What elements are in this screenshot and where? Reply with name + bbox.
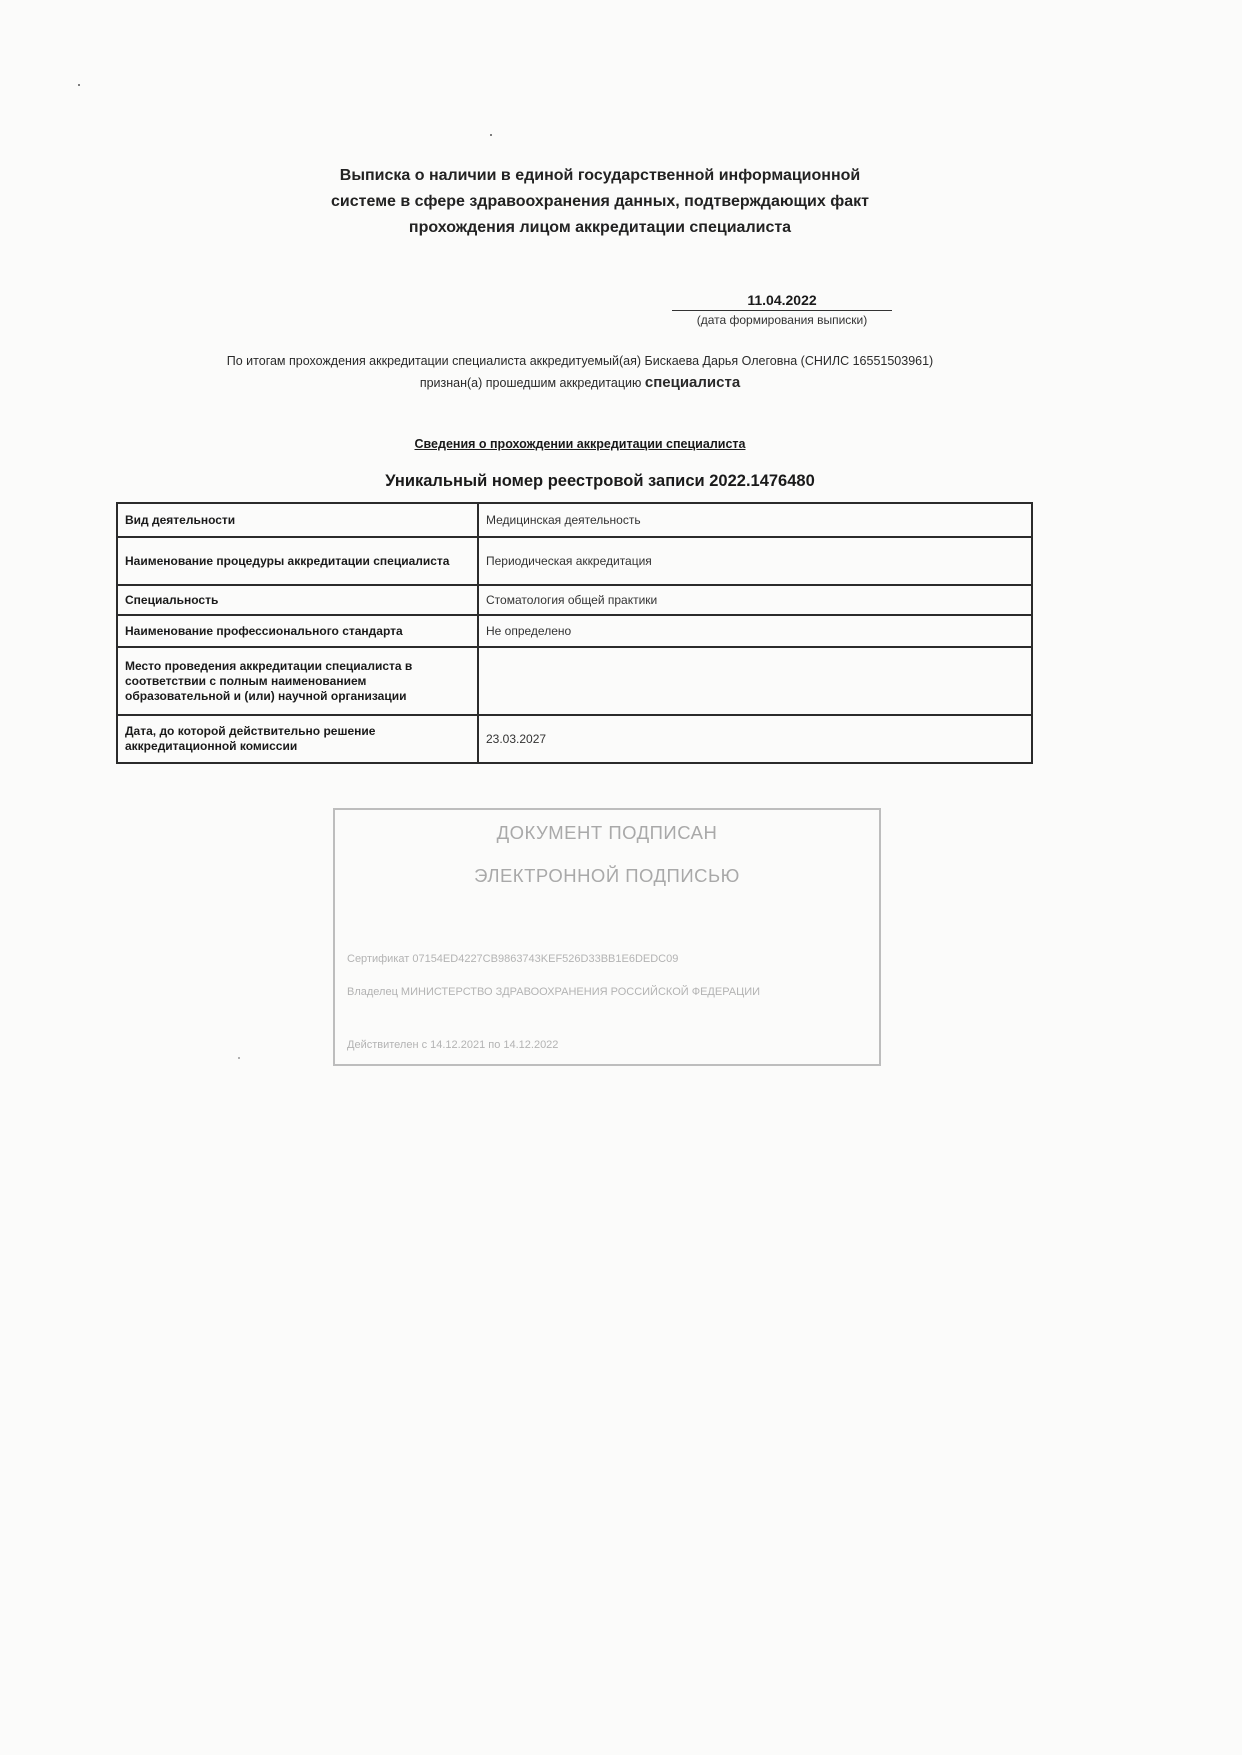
row-value: Медицинская деятельность: [478, 503, 1032, 537]
document-title: [230, 163, 970, 241]
row-label: Наименование процедуры аккредитации специалиста: [117, 537, 478, 585]
scan-speck: [78, 84, 80, 86]
row-value: Периодическая аккредитация: [478, 537, 1032, 585]
row-value: 23.03.2027: [478, 715, 1032, 763]
stamp-title-line-1: ДОКУМЕНТ ПОДПИСАН: [496, 822, 718, 843]
statement-line-1: По итогам прохождения аккредитации специалиста аккредитуемый(ая) Бискаева Дарья Олеговна (СНИЛС 16551503961): [226, 354, 934, 368]
title-line-3: прохождения лицом аккредитации специалиста: [408, 219, 792, 236]
electronic-signature-stamp: [333, 808, 881, 1066]
stamp-owner: Владелец МИНИСТЕРСТВО ЗДРАВООХРАНЕНИЯ РОССИЙСКОЙ ФЕДЕРАЦИИ: [347, 986, 761, 998]
table-row: [117, 537, 1032, 585]
row-label: Место проведения аккредитации специалиста в соответствии с полным наименованием образовательной и (или) научной организации: [117, 647, 478, 715]
scan-speck: [490, 134, 492, 136]
scan-speck: [238, 1057, 240, 1059]
stamp-validity: Действителен с 14.12.2021 по 14.12.2022: [347, 1039, 559, 1051]
statement-line-2: [140, 372, 1020, 394]
stamp-title-line-2: ЭЛЕКТРОННОЙ ПОДПИСЬЮ: [474, 865, 740, 886]
row-value: [478, 647, 1032, 715]
table-row: [117, 585, 1032, 615]
table-row: [117, 647, 1032, 715]
row-label: Дата, до которой действительно решение аккредитационной комиссии: [117, 715, 478, 763]
title-line-1: Выписка о наличии в единой государственной информационной: [339, 167, 861, 184]
row-value: Стоматология общей практики: [478, 585, 1032, 615]
statement-line-2-bold: специалиста: [644, 374, 741, 391]
registry-number: Уникальный номер реестровой записи 2022.1476480: [385, 472, 815, 490]
issue-date-block: [672, 292, 892, 327]
stamp-certificate: Сертификат 07154ED4227CB9863743KEF526D33BB1E6DEDC09: [347, 953, 679, 965]
table-row: [117, 715, 1032, 763]
row-label: Специальность: [117, 585, 478, 615]
table-row: [117, 615, 1032, 647]
row-label: Вид деятельности: [117, 503, 478, 537]
issue-date: 11.04.2022: [672, 292, 892, 311]
statement-line-2-text: признан(а) прошедшим аккредитацию: [419, 376, 642, 390]
table-row: [117, 503, 1032, 537]
section-heading: Сведения о прохождении аккредитации специалиста: [414, 437, 746, 451]
row-label: Наименование профессионального стандарта: [117, 615, 478, 647]
title-line-2: системе в сфере здравоохранения данных, подтверждающих факт: [331, 193, 869, 210]
accreditation-statement: [140, 350, 1020, 394]
row-value: Не определено: [478, 615, 1032, 647]
accreditation-info-table: [116, 502, 1033, 764]
issue-date-caption: (дата формирования выписки): [696, 313, 868, 327]
